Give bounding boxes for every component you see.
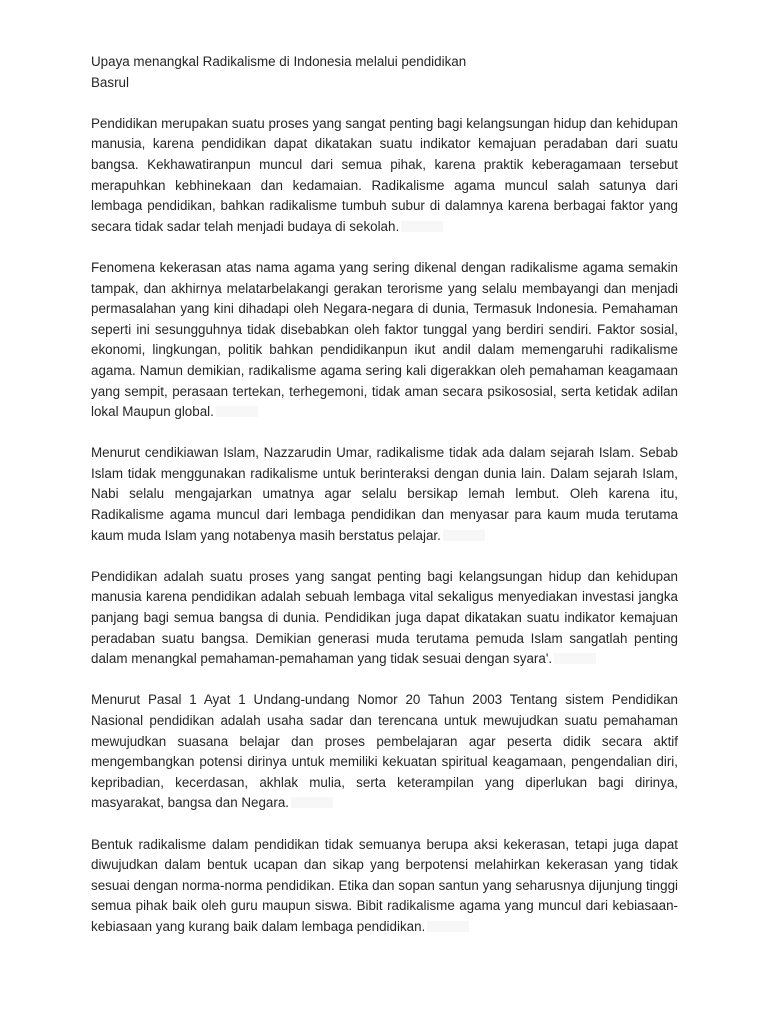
paragraph-5 [91, 690, 678, 814]
paragraph-end-marker [216, 406, 258, 417]
paragraph-end-marker [554, 653, 596, 664]
document-body [91, 52, 678, 938]
paragraph-1-text: Pendidikan merupakan suatu proses yang sangat penting bagi kelangsungan hidup dan kehidupan manusia, karena pendidikan dapat dikatakan suatu indikator kemajuan peradaban dari suatu bangsa. Kekhawatiranpun muncul dari semua pihak, karena praktik keberagamaan tersebut merapuhkan kebhinekaan dan kedamaian. Radikalisme agama muncul salah satunya dari lembaga pendidikan, bahkan radikalisme tumbuh subur di dalamnya karena berbagai faktor yang secara tidak sadar telah menjadi budaya di sekolah. [91, 115, 678, 234]
document-title: Upaya menangkal Radikalisme di Indonesia melalui pendidikan [91, 54, 467, 69]
paragraph-3-text: Menurut cendikiawan Islam, Nazzarudin Umar, radikalisme tidak ada dalam sejarah Islam. Sebab Islam tidak menggunakan radikalisme untuk berinteraksi dengan dunia lain. Dalam sejarah Islam, Nabi selalu mengajarkan umatnya agar selalu bersikap lemah lembut. Oleh karena itu, Radikalisme agama muncul dari lembaga pendidikan dan menyasar para kaum muda terutama kaum muda Islam yang notabenya masih berstatus pelajar. [91, 445, 678, 543]
paragraph-4 [91, 567, 678, 670]
paragraph-end-marker [427, 921, 469, 932]
paragraph-5-text: Menurut Pasal 1 Ayat 1 Undang-undang Nomor 20 Tahun 2003 Tentang sistem Pendidikan Nasional pendidikan adalah usaha sadar dan terencana untuk mewujudkan suatu pemahaman mewujudkan suasana belajar dan proses pembelajaran agar peserta didik secara aktif mengembangkan potensi dirinya untuk memiliki kekuatan spiritual keagamaan, pengendalian diri, kepribadian, kecerdasan, akhlak mulia, serta keterampilan yang diperlukan bagi dirinya, masyarakat, bangsa dan Negara. [91, 692, 678, 811]
paragraph-4-text: Pendidikan adalah suatu proses yang sangat penting bagi kelangsungan hidup dan kehidupan manusia karena pendidikan adalah sebuah lembaga vital sekaligus menyediakan investasi jangka panjang bagi semua bangsa di dunia. Pendidikan juga dapat dikatakan suatu indikator kemajuan peradaban suatu bangsa. Demikian generasi muda terutama pemuda Islam sangatlah penting dalam menangkal pemahaman-pemahaman yang tidak sesuai dengan syara'. [91, 568, 678, 667]
document-author: Basrul [91, 74, 129, 90]
paragraph-1 [91, 114, 678, 238]
paragraph-6-text: Bentuk radikalisme dalam pendidikan tidak semuanya berupa aksi kekerasan, tetapi juga dapat diwujudkan dalam bentuk ucapan dan sikap yang berpotensi melahirkan kekerasan yang tidak sesuai dengan norma-norma pendidikan. Etika dan sopan santun yang seharusnya dijunjung tinggi semua pihak baik oleh guru maupun siswa. Bibit radikalisme agama yang muncul dari kebiasaan-kebiasaan yang kurang baik dalam lembaga pendidikan. [91, 836, 678, 934]
paragraph-end-marker [443, 530, 485, 541]
paragraph-2 [91, 258, 678, 423]
paragraph-6 [91, 835, 678, 938]
paragraph-end-marker [401, 221, 443, 232]
paragraph-3 [91, 443, 678, 546]
paragraph-2-text: Fenomena kekerasan atas nama agama yang sering dikenal dengan radikalisme agama semakin tampak, dan akhirnya melatarbelakangi gerakan terorisme yang selalu membayangi dan menjadi permasalahan yang kini dihadapi oleh Negara-negara di dunia, Termasuk Indonesia. Pemahaman seperti ini sesungguhnya tidak disebabkan oleh faktor tunggal yang berdiri sendiri. Faktor sosial, ekonomi, lingkungan, politik bahkan pendidikanpun ikut andil dalam memengaruhi radikalisme agama. Namun demikian, radikalisme agama sering kali digerakkan oleh pemahaman keagamaan yang sempit, perasaan tertekan, terhegemoni, tidak aman secara psikososial, serta ketidak adilan lokal Maupun global. [91, 259, 678, 420]
paragraph-end-marker [291, 797, 333, 808]
